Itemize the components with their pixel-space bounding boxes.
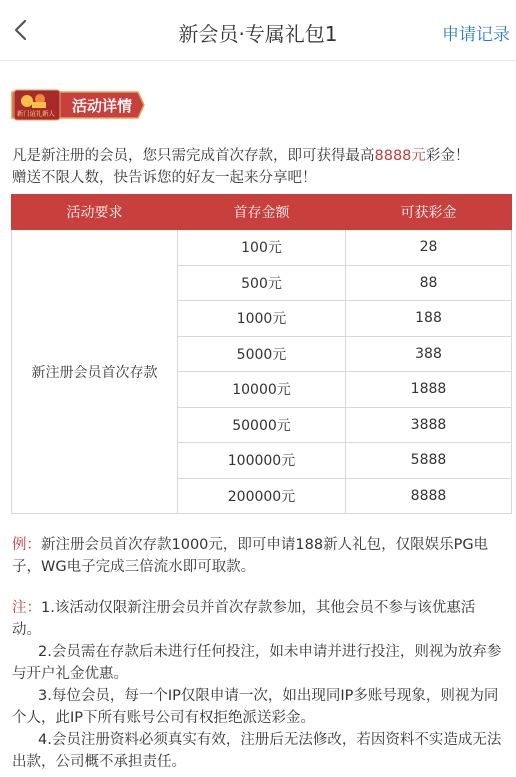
note-item-2: 2.会员需在存款后未进行任何投注，如未申请并进行投注，则视为放弃参与开户礼金优惠。 [12, 644, 502, 682]
table-row [12, 230, 512, 266]
col-header-bonus: 可获彩金 [346, 195, 512, 230]
deposit-cell: 500元 [178, 265, 346, 301]
terms-notes [12, 597, 504, 773]
bonus-cell: 88 [346, 265, 512, 301]
table-header-row [12, 195, 512, 230]
bonus-table [11, 194, 512, 514]
bonus-cell: 5888 [346, 443, 512, 479]
top-nav-bar [0, 0, 516, 61]
page-title: 新会员·专属礼包1 [178, 22, 338, 46]
example-text: 新注册会员首次存款1000元，即可申请188新人礼包，仅限娱乐PG电子，WG电子完成三倍流水即可取款。 [12, 537, 489, 575]
col-header-deposit: 首存金额 [178, 195, 346, 230]
deposit-cell: 100000元 [178, 443, 346, 479]
bonus-cell: 1888 [346, 372, 512, 408]
bonus-cell: 188 [346, 301, 512, 337]
note-item-3: 3.每位会员，每一个IP仅限申请一次，如出现同IP多账号现象，则视为同个人，此IP下所有账号公司有权拒绝派送彩金。 [12, 688, 499, 726]
note-item-4: 4.会员注册资料必须真实有效，注册后无法修改，若因资料不实造成无法出款，公司概不承担责任。 [12, 732, 502, 770]
intro-max-amount: 8888元 [374, 148, 426, 164]
bonus-cell: 28 [346, 230, 512, 266]
deposit-cell: 10000元 [178, 372, 346, 408]
deposit-cell: 50000元 [178, 407, 346, 443]
bonus-cell: 8888 [346, 478, 512, 514]
deposit-cell: 1000元 [178, 301, 346, 337]
badge-sub-label: 新门谊礼新人 [17, 109, 55, 118]
deposit-cell: 200000元 [178, 478, 346, 514]
apply-record-link[interactable]: 申请记录 [442, 25, 510, 45]
notes-label: 注： [12, 600, 41, 616]
requirement-cell: 新注册会员首次存款 [12, 230, 178, 514]
deposit-cell: 100元 [178, 230, 346, 266]
deposit-cell: 5000元 [178, 336, 346, 372]
intro-line1-b: 彩金！ [425, 148, 470, 164]
col-header-requirement: 活动要求 [12, 195, 178, 230]
intro-text [12, 145, 508, 189]
bonus-cell: 3888 [346, 407, 512, 443]
bonus-cell: 388 [346, 336, 512, 372]
badge-label: 活动详情 [71, 97, 133, 115]
note-item-1: 1.该活动仅限新注册会员并首次存款参加，其他会员不参与该优惠活动。 [12, 600, 476, 638]
example-label: 例： [12, 537, 41, 553]
activity-details-badge [10, 88, 146, 122]
example-note [12, 534, 504, 578]
intro-line1-a: 凡是新注册的会员，您只需完成首次存款，即可获得最高 [12, 148, 375, 164]
intro-line2: 赠送不限人数，快告诉您的好友一起来分享吧！ [12, 170, 317, 186]
